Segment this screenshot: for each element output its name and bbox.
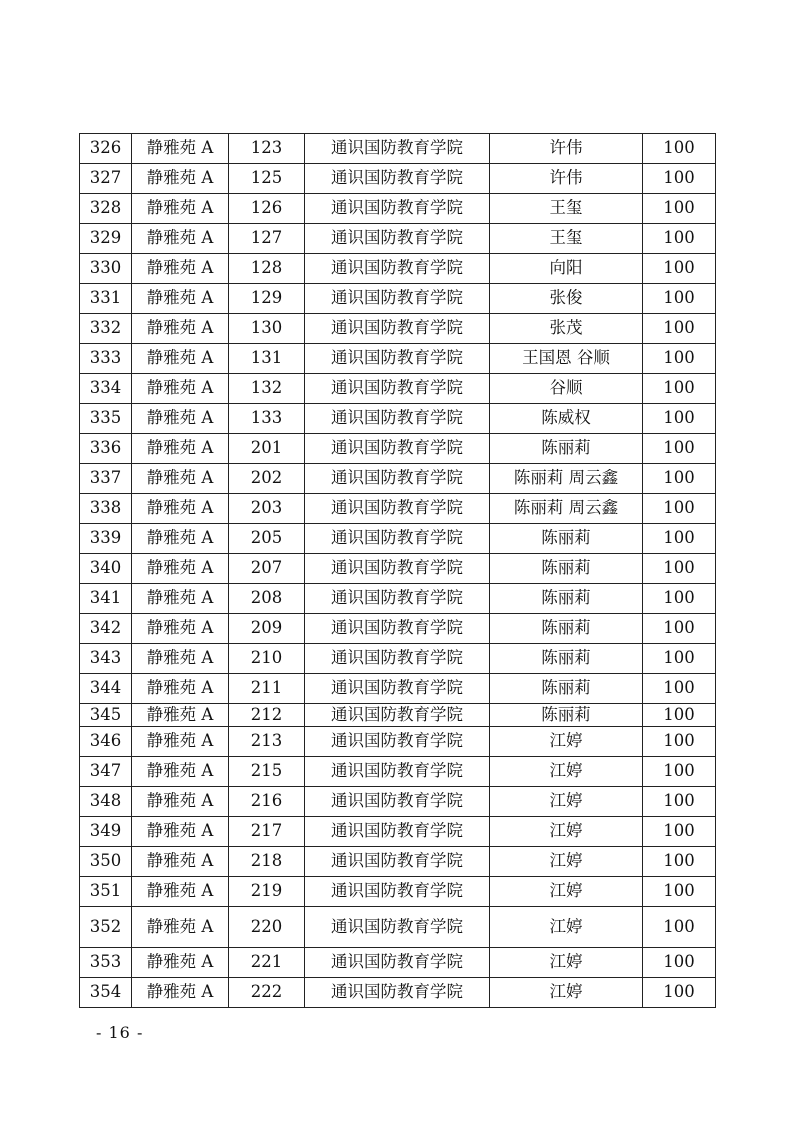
building-cell: 静雅苑 A xyxy=(132,727,229,757)
score-cell: 100 xyxy=(643,344,716,374)
college-cell: 通识国防教育学院 xyxy=(305,757,490,787)
table-row xyxy=(80,727,716,757)
college-cell: 通识国防教育学院 xyxy=(305,727,490,757)
room-cell: 132 xyxy=(229,374,305,404)
college-cell: 通识国防教育学院 xyxy=(305,344,490,374)
name-cell: 江婷 xyxy=(490,727,643,757)
college-cell: 通识国防教育学院 xyxy=(305,877,490,907)
name-cell: 江婷 xyxy=(490,817,643,847)
college-cell: 通识国防教育学院 xyxy=(305,554,490,584)
college-cell: 通识国防教育学院 xyxy=(305,464,490,494)
room-cell: 209 xyxy=(229,614,305,644)
room-cell: 131 xyxy=(229,344,305,374)
row-number: 350 xyxy=(80,847,132,877)
room-cell: 215 xyxy=(229,757,305,787)
table-row xyxy=(80,847,716,877)
room-cell: 216 xyxy=(229,787,305,817)
room-cell: 203 xyxy=(229,494,305,524)
college-cell: 通识国防教育学院 xyxy=(305,584,490,614)
college-cell: 通识国防教育学院 xyxy=(305,787,490,817)
row-number: 349 xyxy=(80,817,132,847)
name-cell: 张俊 xyxy=(490,284,643,314)
table-row xyxy=(80,434,716,464)
room-cell: 221 xyxy=(229,948,305,978)
score-cell: 100 xyxy=(643,817,716,847)
building-cell: 静雅苑 A xyxy=(132,847,229,877)
room-cell: 217 xyxy=(229,817,305,847)
table-row xyxy=(80,554,716,584)
table-row xyxy=(80,224,716,254)
building-cell: 静雅苑 A xyxy=(132,464,229,494)
name-cell: 陈丽莉 周云鑫 xyxy=(490,464,643,494)
table-row xyxy=(80,164,716,194)
row-number: 353 xyxy=(80,948,132,978)
name-cell: 王玺 xyxy=(490,194,643,224)
score-cell: 100 xyxy=(643,404,716,434)
building-cell: 静雅苑 A xyxy=(132,877,229,907)
row-number: 334 xyxy=(80,374,132,404)
row-number: 344 xyxy=(80,674,132,704)
college-cell: 通识国防教育学院 xyxy=(305,224,490,254)
score-cell: 100 xyxy=(643,224,716,254)
name-cell: 王国恩 谷顺 xyxy=(490,344,643,374)
building-cell: 静雅苑 A xyxy=(132,524,229,554)
row-number: 326 xyxy=(80,134,132,164)
score-cell: 100 xyxy=(643,194,716,224)
room-cell: 218 xyxy=(229,847,305,877)
building-cell: 静雅苑 A xyxy=(132,584,229,614)
row-number: 333 xyxy=(80,344,132,374)
score-cell: 100 xyxy=(643,494,716,524)
room-cell: 205 xyxy=(229,524,305,554)
table-row xyxy=(80,344,716,374)
building-cell: 静雅苑 A xyxy=(132,344,229,374)
name-cell: 陈丽莉 xyxy=(490,614,643,644)
row-number: 340 xyxy=(80,554,132,584)
row-number: 345 xyxy=(80,704,132,727)
table-row xyxy=(80,817,716,847)
room-cell: 210 xyxy=(229,644,305,674)
name-cell: 陈丽莉 xyxy=(490,434,643,464)
college-cell: 通识国防教育学院 xyxy=(305,374,490,404)
table-row xyxy=(80,907,716,948)
college-cell: 通识国防教育学院 xyxy=(305,164,490,194)
score-cell: 100 xyxy=(643,134,716,164)
room-cell: 127 xyxy=(229,224,305,254)
table-row xyxy=(80,757,716,787)
college-cell: 通识国防教育学院 xyxy=(305,254,490,284)
room-cell: 222 xyxy=(229,978,305,1008)
row-number: 346 xyxy=(80,727,132,757)
name-cell: 江婷 xyxy=(490,787,643,817)
college-cell: 通识国防教育学院 xyxy=(305,644,490,674)
room-cell: 126 xyxy=(229,194,305,224)
row-number: 337 xyxy=(80,464,132,494)
name-cell: 江婷 xyxy=(490,877,643,907)
room-cell: 129 xyxy=(229,284,305,314)
name-cell: 许伟 xyxy=(490,134,643,164)
building-cell: 静雅苑 A xyxy=(132,948,229,978)
table-row xyxy=(80,254,716,284)
college-cell: 通识国防教育学院 xyxy=(305,978,490,1008)
row-number: 329 xyxy=(80,224,132,254)
score-cell: 100 xyxy=(643,674,716,704)
room-cell: 212 xyxy=(229,704,305,727)
name-cell: 张茂 xyxy=(490,314,643,344)
room-cell: 208 xyxy=(229,584,305,614)
building-cell: 静雅苑 A xyxy=(132,978,229,1008)
building-cell: 静雅苑 A xyxy=(132,434,229,464)
row-number: 338 xyxy=(80,494,132,524)
row-number: 332 xyxy=(80,314,132,344)
building-cell: 静雅苑 A xyxy=(132,614,229,644)
row-number: 351 xyxy=(80,877,132,907)
name-cell: 江婷 xyxy=(490,757,643,787)
room-cell: 220 xyxy=(229,907,305,948)
score-cell: 100 xyxy=(643,787,716,817)
score-cell: 100 xyxy=(643,644,716,674)
row-number: 342 xyxy=(80,614,132,644)
name-cell: 向阳 xyxy=(490,254,643,284)
row-number: 354 xyxy=(80,978,132,1008)
college-cell: 通识国防教育学院 xyxy=(305,674,490,704)
building-cell: 静雅苑 A xyxy=(132,164,229,194)
table-row xyxy=(80,948,716,978)
row-number: 343 xyxy=(80,644,132,674)
row-number: 339 xyxy=(80,524,132,554)
name-cell: 陈威权 xyxy=(490,404,643,434)
table-row xyxy=(80,614,716,644)
room-cell: 211 xyxy=(229,674,305,704)
table-row xyxy=(80,284,716,314)
row-number: 347 xyxy=(80,757,132,787)
score-cell: 100 xyxy=(643,727,716,757)
row-number: 328 xyxy=(80,194,132,224)
score-cell: 100 xyxy=(643,877,716,907)
room-cell: 125 xyxy=(229,164,305,194)
building-cell: 静雅苑 A xyxy=(132,224,229,254)
name-cell: 许伟 xyxy=(490,164,643,194)
building-cell: 静雅苑 A xyxy=(132,674,229,704)
table-row xyxy=(80,374,716,404)
row-number: 335 xyxy=(80,404,132,434)
college-cell: 通识国防教育学院 xyxy=(305,194,490,224)
building-cell: 静雅苑 A xyxy=(132,254,229,284)
college-cell: 通识国防教育学院 xyxy=(305,704,490,727)
name-cell: 江婷 xyxy=(490,847,643,877)
college-cell: 通识国防教育学院 xyxy=(305,614,490,644)
table-row xyxy=(80,978,716,1008)
building-cell: 静雅苑 A xyxy=(132,194,229,224)
building-cell: 静雅苑 A xyxy=(132,284,229,314)
name-cell: 陈丽莉 周云鑫 xyxy=(490,494,643,524)
score-cell: 100 xyxy=(643,847,716,877)
table-row xyxy=(80,524,716,554)
college-cell: 通识国防教育学院 xyxy=(305,847,490,877)
table-row xyxy=(80,644,716,674)
score-cell: 100 xyxy=(643,464,716,494)
table-row xyxy=(80,314,716,344)
score-cell: 100 xyxy=(643,948,716,978)
row-number: 348 xyxy=(80,787,132,817)
building-cell: 静雅苑 A xyxy=(132,817,229,847)
score-cell: 100 xyxy=(643,434,716,464)
room-cell: 213 xyxy=(229,727,305,757)
college-cell: 通识国防教育学院 xyxy=(305,434,490,464)
name-cell: 陈丽莉 xyxy=(490,644,643,674)
name-cell: 王玺 xyxy=(490,224,643,254)
table-row xyxy=(80,194,716,224)
college-cell: 通识国防教育学院 xyxy=(305,907,490,948)
college-cell: 通识国防教育学院 xyxy=(305,134,490,164)
room-cell: 128 xyxy=(229,254,305,284)
building-cell: 静雅苑 A xyxy=(132,757,229,787)
name-cell: 陈丽莉 xyxy=(490,674,643,704)
name-cell: 陈丽莉 xyxy=(490,524,643,554)
score-cell: 100 xyxy=(643,907,716,948)
building-cell: 静雅苑 A xyxy=(132,644,229,674)
building-cell: 静雅苑 A xyxy=(132,554,229,584)
room-cell: 207 xyxy=(229,554,305,584)
page-number: - 16 - xyxy=(96,1023,144,1042)
row-number: 336 xyxy=(80,434,132,464)
score-cell: 100 xyxy=(643,978,716,1008)
table-row xyxy=(80,877,716,907)
name-cell: 陈丽莉 xyxy=(490,704,643,727)
table-row xyxy=(80,404,716,434)
college-cell: 通识国防教育学院 xyxy=(305,817,490,847)
score-cell: 100 xyxy=(643,704,716,727)
score-cell: 100 xyxy=(643,284,716,314)
building-cell: 静雅苑 A xyxy=(132,704,229,727)
score-cell: 100 xyxy=(643,524,716,554)
score-cell: 100 xyxy=(643,757,716,787)
college-cell: 通识国防教育学院 xyxy=(305,494,490,524)
table-row xyxy=(80,704,716,727)
building-cell: 静雅苑 A xyxy=(132,494,229,524)
row-number: 331 xyxy=(80,284,132,314)
table-row xyxy=(80,494,716,524)
room-cell: 201 xyxy=(229,434,305,464)
score-cell: 100 xyxy=(643,584,716,614)
score-cell: 100 xyxy=(643,254,716,284)
name-cell: 江婷 xyxy=(490,978,643,1008)
room-cell: 123 xyxy=(229,134,305,164)
table-row xyxy=(80,584,716,614)
building-cell: 静雅苑 A xyxy=(132,374,229,404)
row-number: 341 xyxy=(80,584,132,614)
table-row xyxy=(80,674,716,704)
building-cell: 静雅苑 A xyxy=(132,907,229,948)
table-row xyxy=(80,134,716,164)
score-cell: 100 xyxy=(643,314,716,344)
room-cell: 202 xyxy=(229,464,305,494)
name-cell: 陈丽莉 xyxy=(490,554,643,584)
score-cell: 100 xyxy=(643,164,716,194)
score-cell: 100 xyxy=(643,554,716,584)
room-cell: 130 xyxy=(229,314,305,344)
college-cell: 通识国防教育学院 xyxy=(305,948,490,978)
college-cell: 通识国防教育学院 xyxy=(305,284,490,314)
college-cell: 通识国防教育学院 xyxy=(305,314,490,344)
building-cell: 静雅苑 A xyxy=(132,404,229,434)
row-number: 352 xyxy=(80,907,132,948)
score-cell: 100 xyxy=(643,614,716,644)
name-cell: 江婷 xyxy=(490,948,643,978)
row-number: 330 xyxy=(80,254,132,284)
table-row xyxy=(80,787,716,817)
score-table xyxy=(79,133,716,1008)
college-cell: 通识国防教育学院 xyxy=(305,524,490,554)
building-cell: 静雅苑 A xyxy=(132,314,229,344)
room-cell: 133 xyxy=(229,404,305,434)
table-row xyxy=(80,464,716,494)
building-cell: 静雅苑 A xyxy=(132,134,229,164)
row-number: 327 xyxy=(80,164,132,194)
name-cell: 陈丽莉 xyxy=(490,584,643,614)
table-body xyxy=(80,134,716,1008)
name-cell: 江婷 xyxy=(490,907,643,948)
building-cell: 静雅苑 A xyxy=(132,787,229,817)
college-cell: 通识国防教育学院 xyxy=(305,404,490,434)
score-cell: 100 xyxy=(643,374,716,404)
room-cell: 219 xyxy=(229,877,305,907)
name-cell: 谷顺 xyxy=(490,374,643,404)
